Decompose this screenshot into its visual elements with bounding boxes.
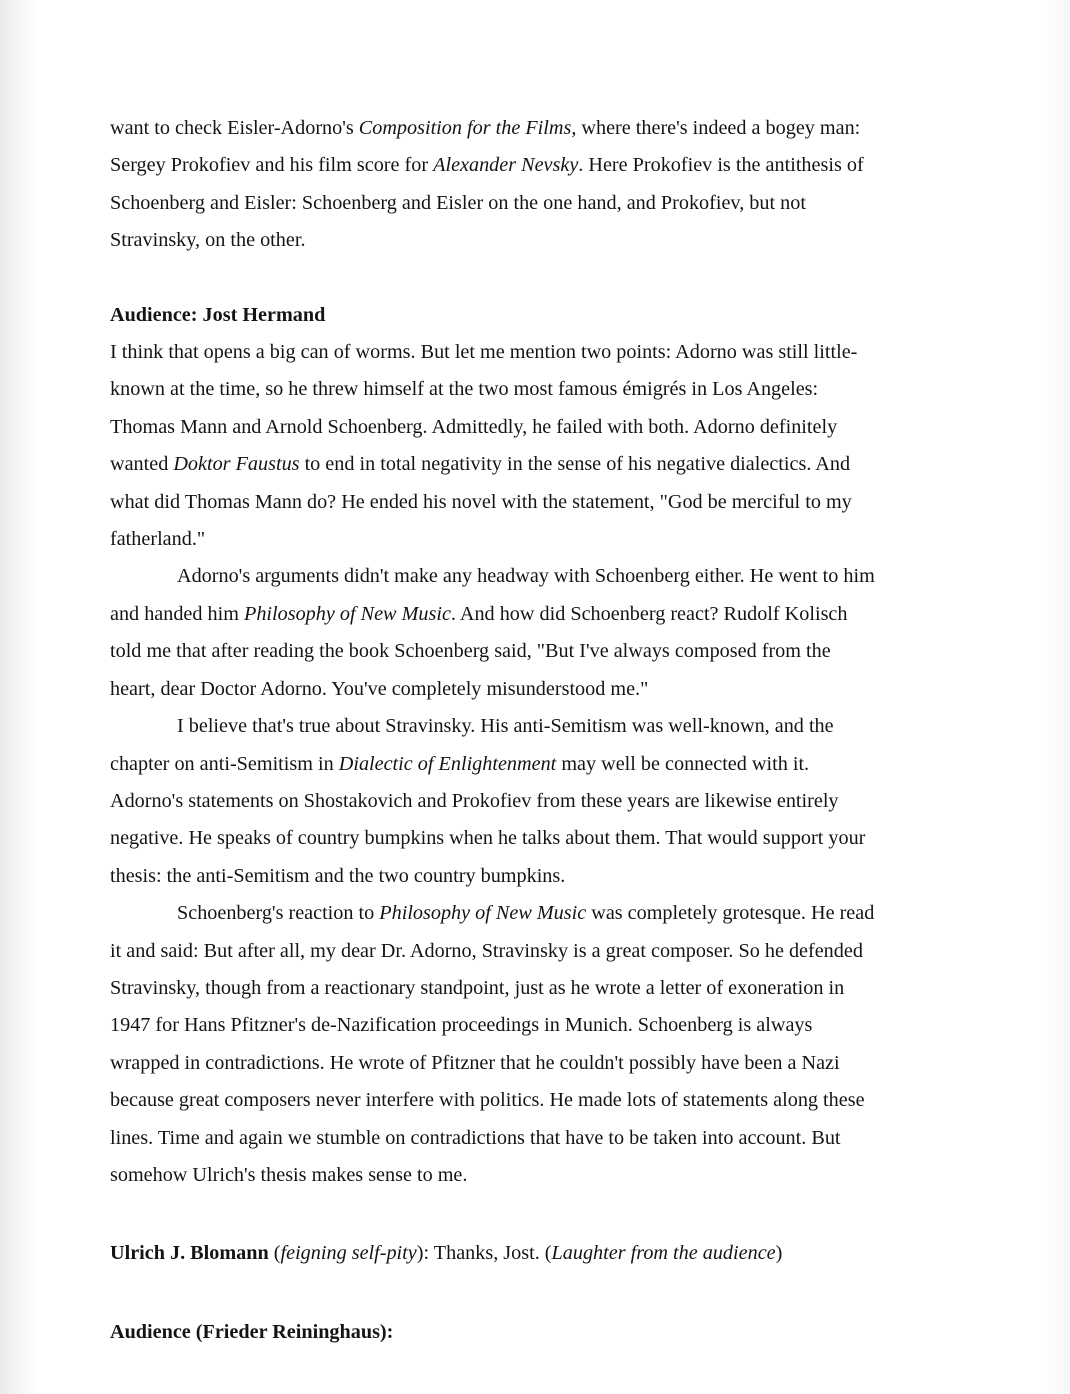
text-span: , where there's indeed a bogey man: <box>571 117 861 139</box>
speaker-label: Audience: Jost Hermand <box>110 303 326 326</box>
text-span: known at the time, so he threw himself at the two most famous émigrés in Los Angeles: <box>110 378 819 401</box>
text-line <box>110 1007 930 1044</box>
italic-title: feigning self-pity <box>280 1242 417 1265</box>
text-line <box>110 746 930 783</box>
text-span: 1947 for Hans Pfitzner's de-Nazification proceedings in Munich. Schoenberg is always <box>110 1014 813 1037</box>
paragraph-gap <box>110 260 930 297</box>
italic-title: Dialectic of Enlightenment <box>338 752 557 775</box>
text-span: . And how did Schoenberg react? Rudolf Kolisch <box>450 602 848 625</box>
speaker-label: Audience (Frieder Reininghaus): <box>110 1320 394 1343</box>
italic-title: Alexander Nevsky <box>433 154 579 177</box>
text-line <box>110 1082 930 1119</box>
transcript-body <box>110 110 930 1351</box>
text-span: somehow Ulrich's thesis makes sense to me. <box>110 1163 468 1186</box>
text-span: want to check Eisler-Adorno's <box>110 117 359 139</box>
text-span: told me that after reading the book Schoenberg said, "But I've always composed from the <box>110 640 831 663</box>
text-span: because great composers never interfere with politics. He made lots of statements along these <box>110 1089 865 1112</box>
paragraph-gap <box>110 1194 930 1235</box>
text-line <box>110 334 930 371</box>
text-span: I believe that's true about Stravinsky. His anti-Semitism was well-known, and the <box>177 715 834 738</box>
text-line <box>110 1314 930 1351</box>
text-line <box>110 671 930 708</box>
text-span: Thomas Mann and Arnold Schoenberg. Admittedly, he failed with both. Adorno definitely <box>110 415 838 438</box>
italic-title: Philosophy of New Music <box>244 602 451 625</box>
text-line <box>110 297 930 334</box>
text-span: chapter on anti-Semitism in <box>110 752 339 775</box>
text-span: Stravinsky, on the other. <box>110 229 306 252</box>
text-span: wanted <box>110 453 174 476</box>
text-line <box>110 409 930 446</box>
text-span: I think that opens a big can of worms. But let me mention two points: Adorno was still little- <box>110 341 858 364</box>
text-span: it and said: But after all, my dear Dr. Adorno, Stravinsky is a great composer. So he defended <box>110 939 863 962</box>
text-line <box>110 110 930 147</box>
text-line <box>110 1157 930 1194</box>
text-line <box>110 933 930 970</box>
text-span: Sergey Prokofiev and his film score for <box>110 154 434 177</box>
text-line <box>110 820 930 857</box>
text-span: what did Thomas Mann do? He ended his novel with the statement, "God be merciful to my <box>110 490 852 513</box>
text-line <box>110 446 930 483</box>
text-span: Schoenberg's reaction to <box>177 902 380 925</box>
paragraph-gap <box>110 1273 930 1314</box>
text-line <box>110 222 930 259</box>
text-span: wrapped in contradictions. He wrote of Pfitzner that he couldn't possibly have been a Nazi <box>110 1051 840 1074</box>
text-span: was completely grotesque. He read <box>586 902 875 925</box>
text-line <box>110 521 930 558</box>
text-line <box>110 1120 930 1157</box>
text-span: fatherland." <box>110 528 206 551</box>
text-span: Adorno's statements on Shostakovich and Prokofiev from these years are likewise entirely <box>110 789 839 812</box>
text-line <box>110 970 930 1007</box>
text-line <box>110 1235 930 1272</box>
text-span: lines. Time and again we stumble on contradictions that have to be taken into account. But <box>110 1126 841 1149</box>
italic-title: Composition for the Films <box>358 117 572 139</box>
text-span: and handed him <box>110 602 244 625</box>
text-line <box>110 633 930 670</box>
text-span: may well be connected with it. <box>556 752 810 775</box>
text-span: thesis: the anti-Semitism and the two country bumpkins. <box>110 864 566 887</box>
text-span: Schoenberg and Eisler: Schoenberg and Eisler on the one hand, and Prokofiev, but not <box>110 191 806 214</box>
text-span: . Here Prokofiev is the antithesis of <box>578 154 864 177</box>
text-span: ): Thanks, Jost. ( <box>416 1242 552 1265</box>
text-line <box>110 185 930 222</box>
text-span: ( <box>268 1242 281 1265</box>
text-line <box>110 858 930 895</box>
text-span: Stravinsky, though from a reactionary standpoint, just as he wrote a letter of exoneration in <box>110 976 845 999</box>
speaker-label: Ulrich J. Blomann <box>110 1242 269 1265</box>
italic-title: Doktor Faustus <box>173 453 300 476</box>
text-line <box>110 708 930 745</box>
text-line <box>110 783 930 820</box>
italic-title: Laughter from the audience <box>551 1242 776 1265</box>
text-line <box>110 147 930 184</box>
text-line <box>110 371 930 408</box>
text-span: ) <box>775 1242 783 1265</box>
text-line <box>110 484 930 521</box>
text-span: Adorno's arguments didn't make any headway with Schoenberg either. He went to him <box>177 565 875 588</box>
text-line <box>110 895 930 932</box>
italic-title: Philosophy of New Music <box>379 902 587 925</box>
text-line <box>110 558 930 595</box>
text-span: to end in total negativity in the sense of his negative dialectics. And <box>299 453 851 476</box>
text-line <box>110 1045 930 1082</box>
text-span: negative. He speaks of country bumpkins when he talks about them. That would support your <box>110 827 866 850</box>
text-span: heart, dear Doctor Adorno. You've completely misunderstood me." <box>110 677 649 700</box>
text-line <box>110 596 930 633</box>
